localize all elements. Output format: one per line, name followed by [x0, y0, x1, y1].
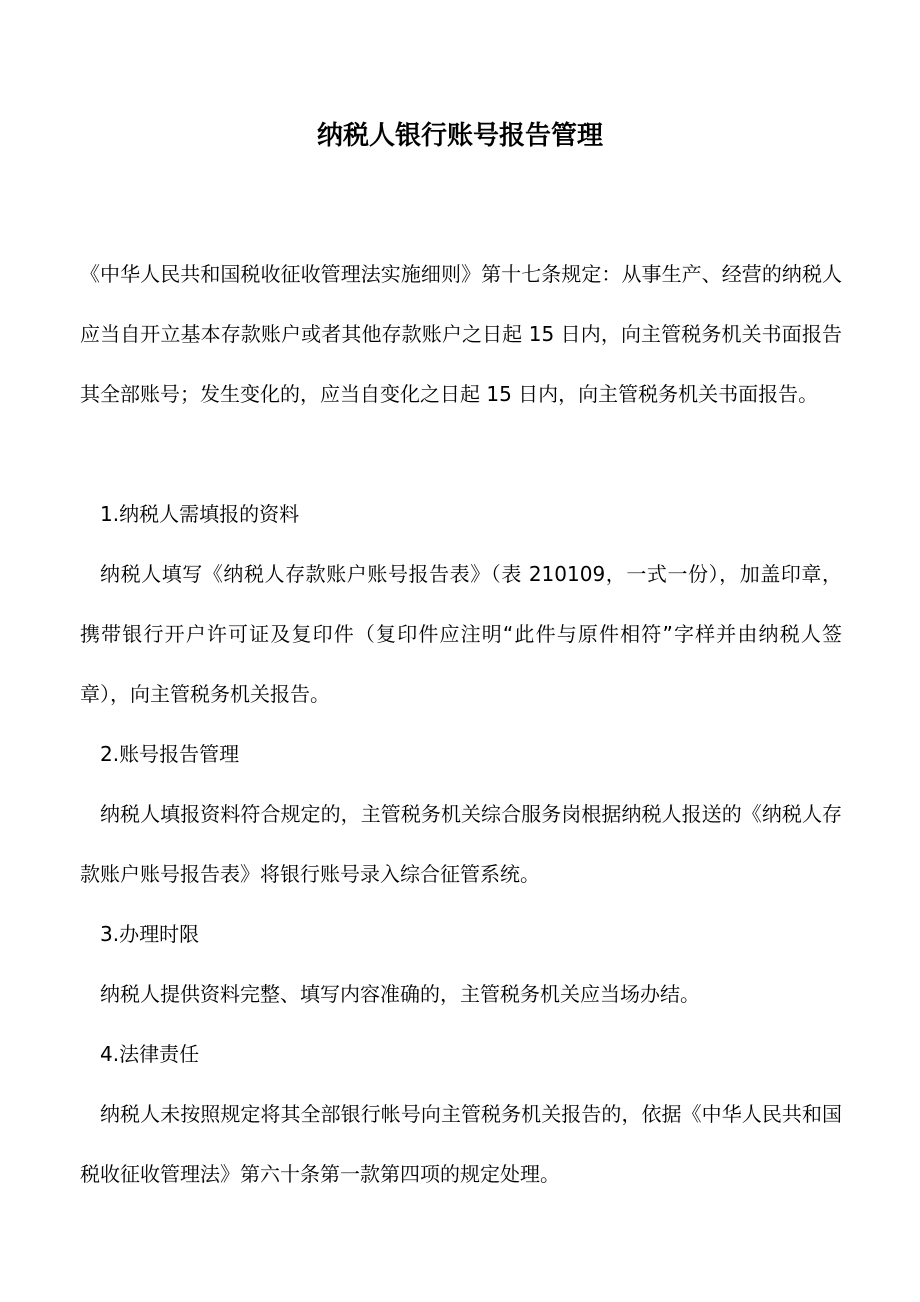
section-heading-3: 3.办理时限 — [100, 922, 200, 946]
section-heading-2: 2.账号报告管理 — [100, 742, 240, 766]
section-body-4: 纳税人未按照规定将其全部银行帐号向主管税务机关报告的，依据《中华人民共和国税收征收管理法》第六十条第一款第四项的规定处理。 — [80, 1102, 842, 1186]
section-heading-4: 4.法律责任 — [100, 1042, 200, 1066]
section-body-2: 纳税人填报资料符合规定的，主管税务机关综合服务岗根据纳税人报送的《纳税人存款账户账号报告表》将银行账号录入综合征管系统。 — [80, 802, 842, 886]
section-body-1: 纳税人填写《纳税人存款账户账号报告表》（表 210109，一式一份），加盖印章，携带银行开户许可证及复印件（复印件应注明“此件与原件相符”字样并由纳税人签章），向主管税务机关报告。 — [80, 562, 842, 706]
section-heading-1: 1.纳税人需填报的资料 — [100, 502, 300, 526]
section-body-3: 纳税人提供资料完整、填写内容准确的，主管税务机关应当场办结。 — [100, 982, 700, 1006]
document-title: 纳税人银行账号报告管理 — [316, 121, 603, 151]
intro-paragraph: 《中华人民共和国税收征收管理法实施细则》第十七条规定：从事生产、经营的纳税人应当自开立基本存款账户或者其他存款账户之日起 15 日内，向主管税务机关书面报告其全部账号；发生变化的，应当自变化之日起 15 日内，向主管税务机关书面报告。 — [80, 262, 842, 406]
